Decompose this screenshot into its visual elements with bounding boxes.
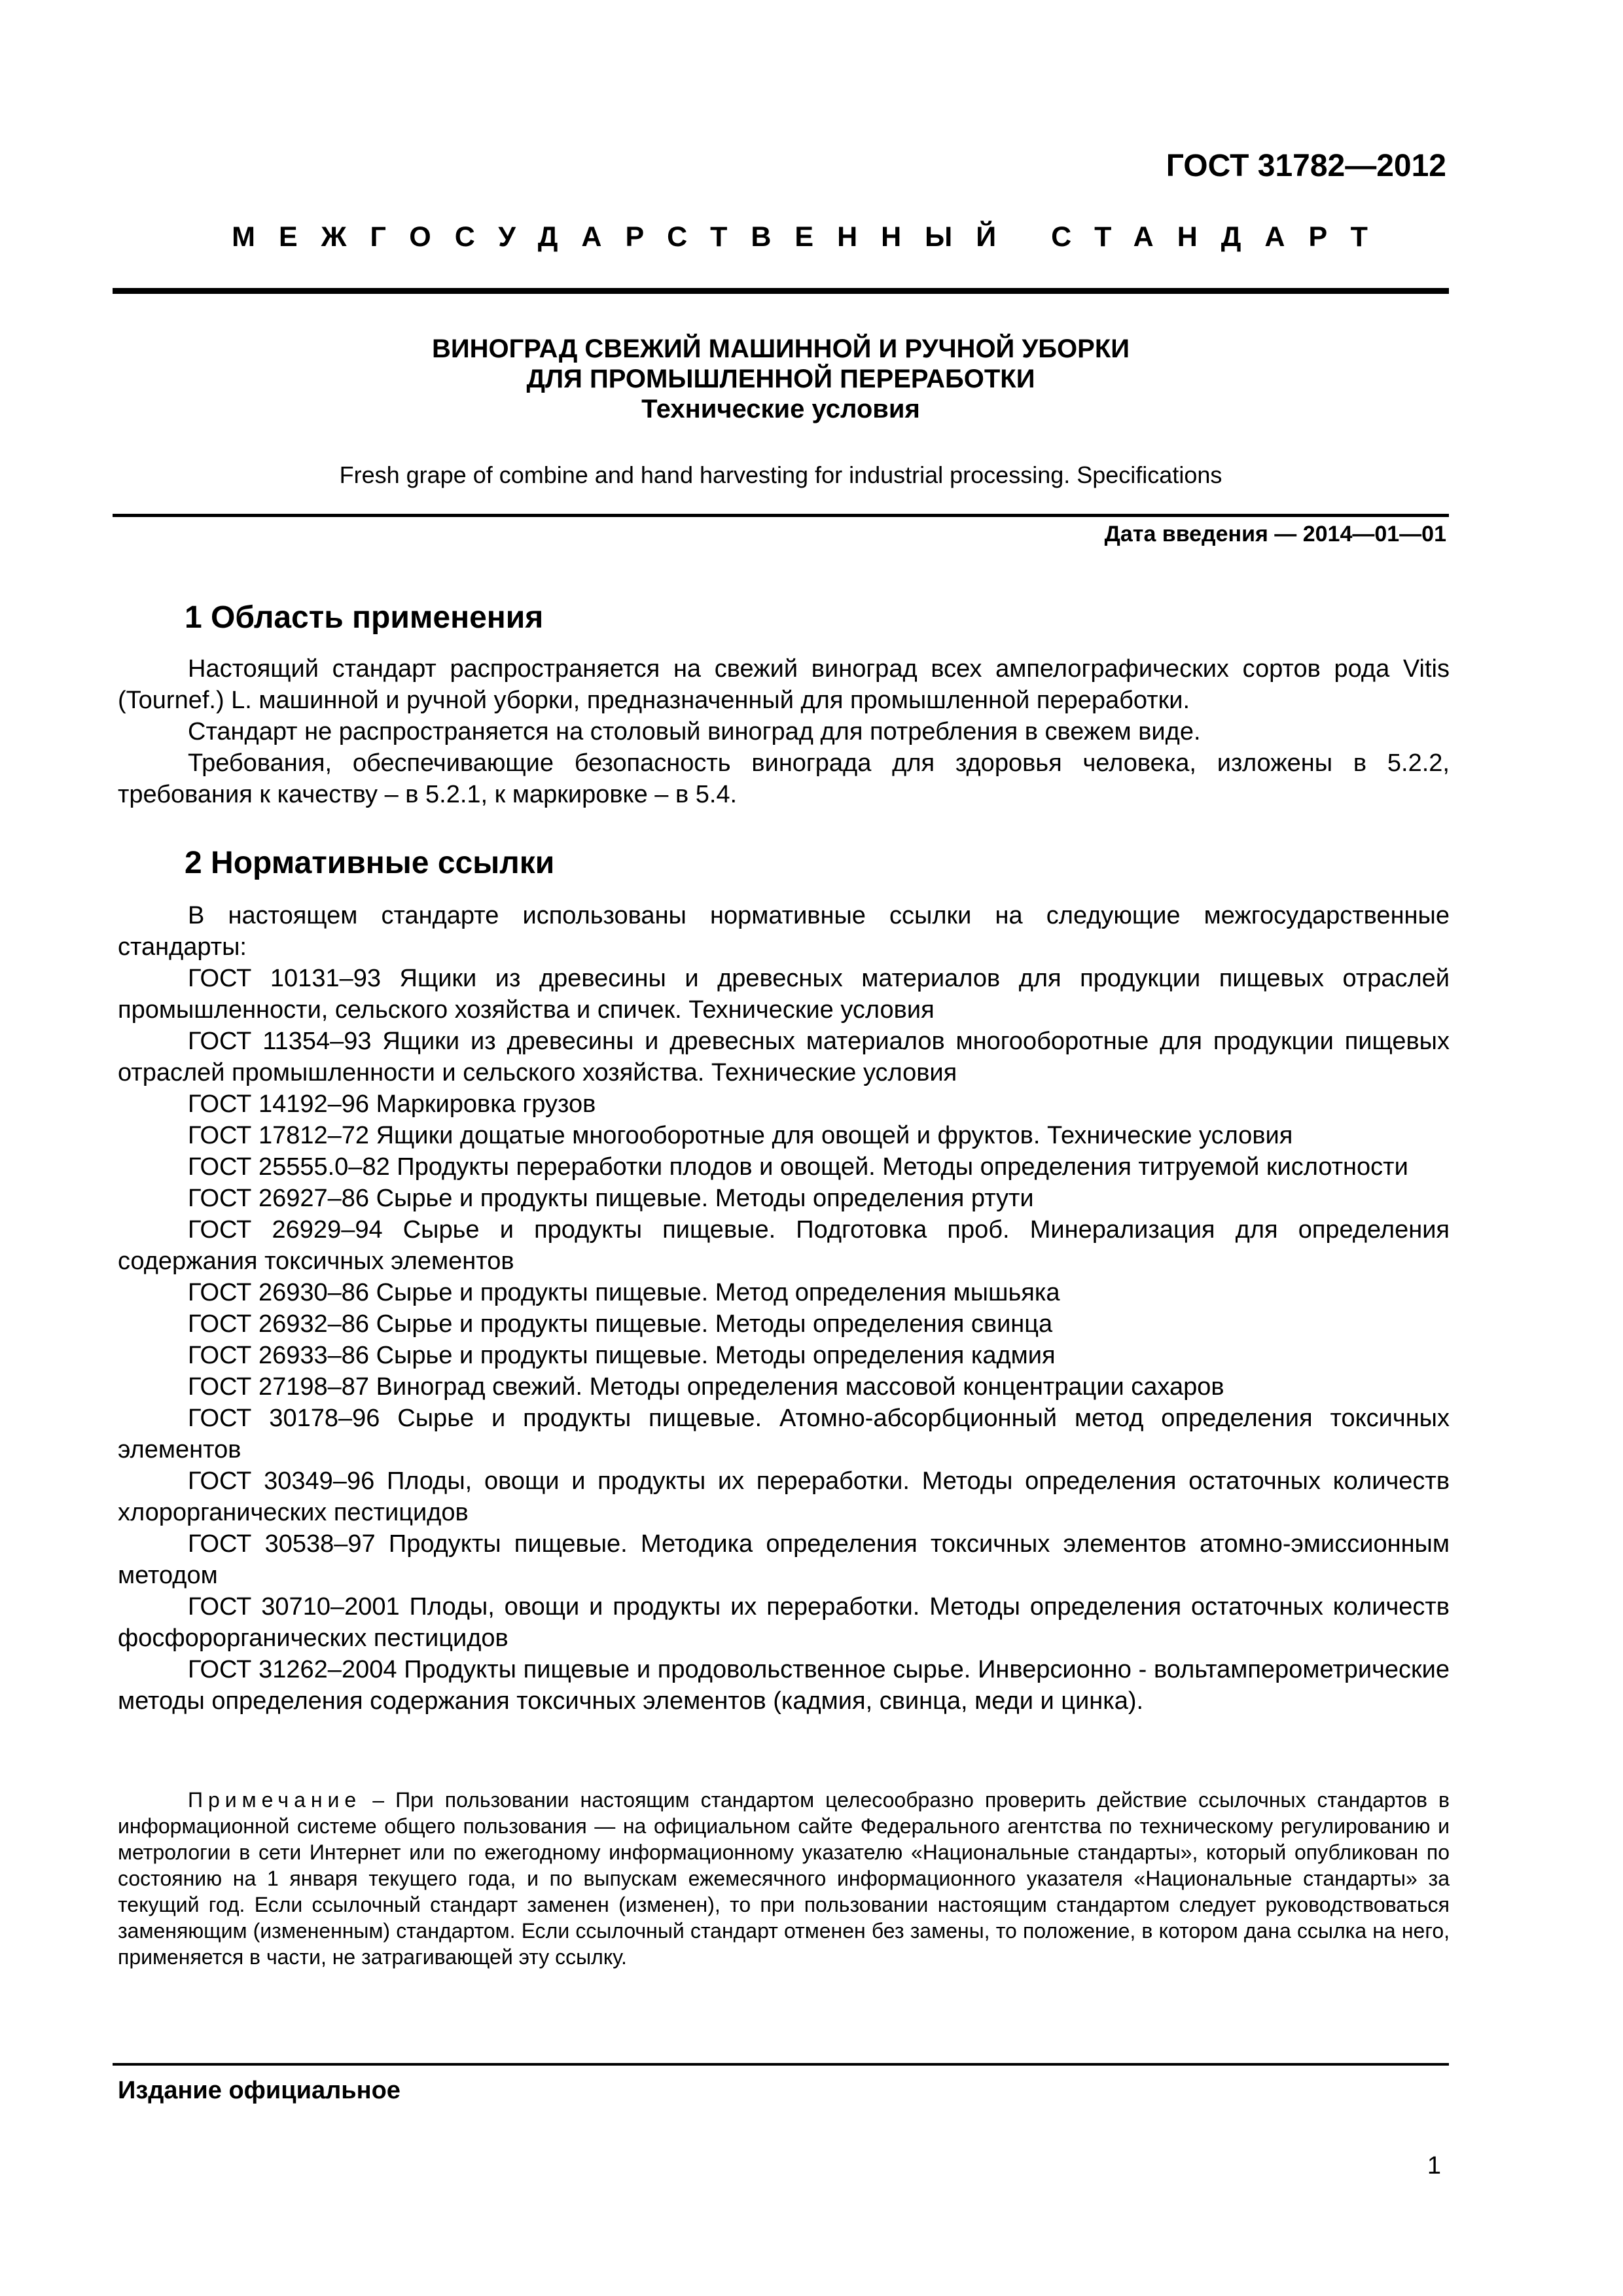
english-title: Fresh grape of combine and hand harvesting for industrial processing. Specifications [339, 461, 1222, 488]
reference-item: ГОСТ 26927–86 Сырье и продукты пищевые. Методы определения ртути [188, 1185, 1034, 1212]
title-line-3: Технические условия [641, 395, 920, 423]
footer-rule [113, 2063, 1449, 2066]
note-paragraph [118, 1787, 1450, 1970]
reference-item: ГОСТ 26932–86 Сырье и продукты пищевые. Методы определения свинца [188, 1310, 1053, 1338]
section-2-body [118, 900, 1450, 1717]
reference-item: ГОСТ 26933–86 Сырье и продукты пищевые. Методы определения кадмия [188, 1342, 1056, 1369]
references-intro: В настоящем стандарте использованы нормативные ссылки на следующие межгосударственные стандарты: [118, 902, 1450, 961]
interstate-standard-heading: МЕЖГОСУДАРСТВЕННЫЙ СТАНДАРТ [232, 221, 1391, 253]
page-number: 1 [1427, 2152, 1441, 2179]
title-line-1: ВИНОГРАД СВЕЖИЙ МАШИННОЙ И РУЧНОЙ УБОРКИ [431, 334, 1130, 363]
section-1-paragraph: Настоящий стандарт распространяется на свежий виноград всех ампелографических сортов рода Vitis (Tournef.) L. машинной и ручной уборки, предназначенный для промышленной переработки. [118, 655, 1450, 714]
reference-item: ГОСТ 26930–86 Сырье и продукты пищевые. Метод определения мышьяка [188, 1279, 1060, 1306]
gost-number: ГОСТ 31782—2012 [1166, 149, 1446, 183]
reference-item: ГОСТ 30178–96 Сырье и продукты пищевые. Атомно-абсорбционный метод определения токсичных элементов [118, 1405, 1450, 1463]
section-1-paragraph: Стандарт не распространяется на столовый виноград для потребления в свежем виде. [188, 718, 1201, 745]
introduction-date: Дата введения — 2014—01—01 [1104, 522, 1446, 547]
reference-item: ГОСТ 17812–72 Ящики дощатые многооборотные для овощей и фруктов. Технические условия [188, 1122, 1293, 1149]
reference-item: ГОСТ 30710–2001 Плоды, овощи и продукты их переработки. Методы определения остаточных количеств фосфорорганических пестицидов [118, 1593, 1450, 1652]
reference-item: ГОСТ 31262–2004 Продукты пищевые и продовольственное сырье. Инверсионно - вольтамперометрические методы определения содержания токсичных элементов (кадмия, свинца, меди и цинка). [118, 1656, 1450, 1715]
reference-item: ГОСТ 26929–94 Сырье и продукты пищевые. Подготовка проб. Минерализация для определения содержания токсичных элементов [118, 1216, 1450, 1275]
title-rule [113, 514, 1449, 517]
official-edition-label: Издание официальное [118, 2077, 401, 2104]
section-1-paragraph: Требования, обеспечивающие безопасность винограда для здоровья человека, изложены в 5.2.2, требования к качеству – в 5.2.1, к маркировке – в 5.4. [118, 749, 1450, 808]
reference-item: ГОСТ 30349–96 Плоды, овощи и продукты их переработки. Методы определения остаточных количеств хлорорганических пестицидов [118, 1467, 1450, 1526]
reference-item: ГОСТ 27198–87 Виноград свежий. Методы определения массовой концентрации сахаров [188, 1373, 1224, 1401]
note-block [118, 1787, 1450, 1970]
reference-item: ГОСТ 30538–97 Продукты пищевые. Методика определения токсичных элементов атомно-эмиссионным методом [118, 1530, 1450, 1589]
top-thick-rule [113, 288, 1449, 294]
note-text: – При пользовании настоящим стандартом целесообразно проверить действие ссылочных стандартов в информационной системе общего пользования — на официальном сайте Федерального агентства по техническому регулированию и метрологии в сети Интернет или по ежегодному информационному указателю «Национальные стандарты», который опубликован по состоянию на 1 января текущего года, и по выпускам ежемесячного информационного указателя «Национальные стандарты» за текущий год. Если ссылочный стандарт заменен (изменен), то при пользовании настоящим стандартом следует руководствоваться заменяющим (измененным) стандартом. Если ссылочный стандарт отменен без замены, то положение, в котором дана ссылка на него, применяется в части, не затрагивающей эту ссылку. [118, 1788, 1450, 1969]
reference-item: ГОСТ 10131–93 Ящики из древесины и древесных материалов для продукции пищевых отраслей промышленности, сельского хозяйства и спичек. Технические условия [118, 965, 1450, 1024]
section-2-heading: 2 Нормативные ссылки [185, 846, 555, 880]
reference-item: ГОСТ 14192–96 Маркировка грузов [188, 1090, 596, 1118]
note-label: Примечание [188, 1788, 362, 1812]
section-1-heading: 1 Область применения [185, 600, 544, 635]
reference-item: ГОСТ 11354–93 Ящики из древесины и древесных материалов многооборотные для продукции пищевых отраслей промышленности и сельского хозяйства. Технические условия [118, 1028, 1450, 1086]
section-1-body [118, 653, 1450, 810]
title-line-2: ДЛЯ ПРОМЫШЛЕННОЙ ПЕРЕРАБОТКИ [526, 365, 1035, 393]
reference-item: ГОСТ 25555.0–82 Продукты переработки плодов и овощей. Методы определения титруемой кислотности [188, 1153, 1408, 1181]
document-title [113, 334, 1449, 424]
